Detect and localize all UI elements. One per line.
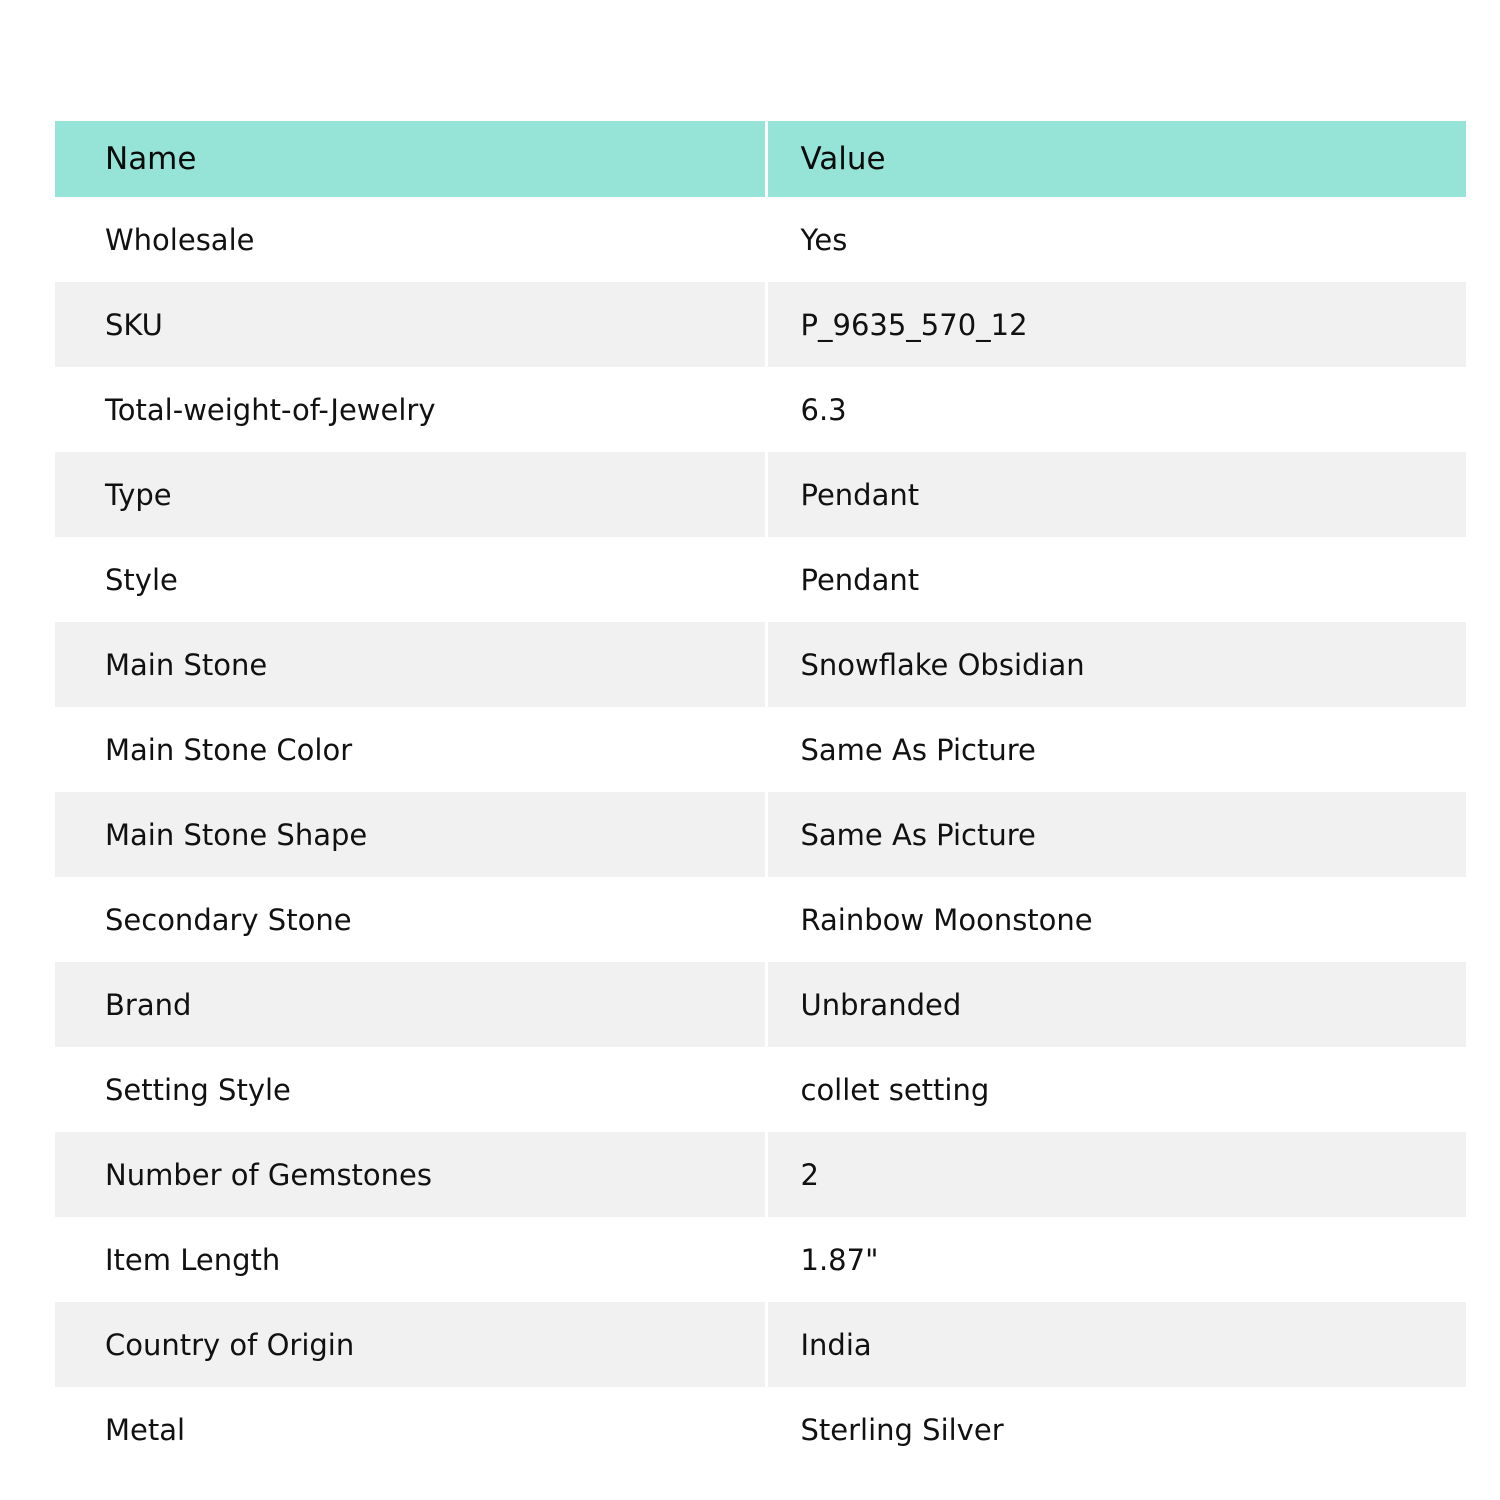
table-header-row xyxy=(55,121,1466,197)
row-value-cell: 2 xyxy=(766,1132,1466,1217)
table-row xyxy=(55,537,1466,622)
row-name-cell: Main Stone Color xyxy=(55,707,766,792)
row-value-cell: Unbranded xyxy=(766,962,1466,1047)
row-value-cell: P_9635_570_12 xyxy=(766,282,1466,367)
table-row xyxy=(55,622,1466,707)
table-header xyxy=(55,121,1466,197)
row-value-cell: 1.87" xyxy=(766,1217,1466,1302)
row-name-cell: Number of Gemstones xyxy=(55,1132,766,1217)
row-name-cell: Main Stone Shape xyxy=(55,792,766,877)
table-row xyxy=(55,962,1466,1047)
specifications-table xyxy=(55,121,1466,1472)
table-row xyxy=(55,367,1466,452)
row-name-cell: Main Stone xyxy=(55,622,766,707)
table-row xyxy=(55,1047,1466,1132)
column-header-name: Name xyxy=(55,121,766,197)
table-body xyxy=(55,197,1466,1472)
row-value-cell: Pendant xyxy=(766,452,1466,537)
row-name-cell: Metal xyxy=(55,1387,766,1472)
row-value-cell: Sterling Silver xyxy=(766,1387,1466,1472)
row-value-cell: Yes xyxy=(766,197,1466,282)
table-row xyxy=(55,1302,1466,1387)
table-row xyxy=(55,1387,1466,1472)
row-name-cell: SKU xyxy=(55,282,766,367)
row-name-cell: Secondary Stone xyxy=(55,877,766,962)
row-value-cell: Snowflake Obsidian xyxy=(766,622,1466,707)
row-name-cell: Total-weight-of-Jewelry xyxy=(55,367,766,452)
row-value-cell: Pendant xyxy=(766,537,1466,622)
table-row xyxy=(55,452,1466,537)
table-row xyxy=(55,707,1466,792)
row-value-cell: Same As Picture xyxy=(766,707,1466,792)
row-value-cell: 6.3 xyxy=(766,367,1466,452)
table-row xyxy=(55,1132,1466,1217)
row-name-cell: Item Length xyxy=(55,1217,766,1302)
row-name-cell: Brand xyxy=(55,962,766,1047)
column-header-value: Value xyxy=(766,121,1466,197)
table-row xyxy=(55,282,1466,367)
row-value-cell: Rainbow Moonstone xyxy=(766,877,1466,962)
row-value-cell: collet setting xyxy=(766,1047,1466,1132)
row-name-cell: Type xyxy=(55,452,766,537)
row-name-cell: Setting Style xyxy=(55,1047,766,1132)
row-name-cell: Style xyxy=(55,537,766,622)
table-row xyxy=(55,877,1466,962)
row-value-cell: India xyxy=(766,1302,1466,1387)
row-name-cell: Country of Origin xyxy=(55,1302,766,1387)
table-row xyxy=(55,1217,1466,1302)
table-row xyxy=(55,792,1466,877)
row-name-cell: Wholesale xyxy=(55,197,766,282)
table-row xyxy=(55,197,1466,282)
row-value-cell: Same As Picture xyxy=(766,792,1466,877)
